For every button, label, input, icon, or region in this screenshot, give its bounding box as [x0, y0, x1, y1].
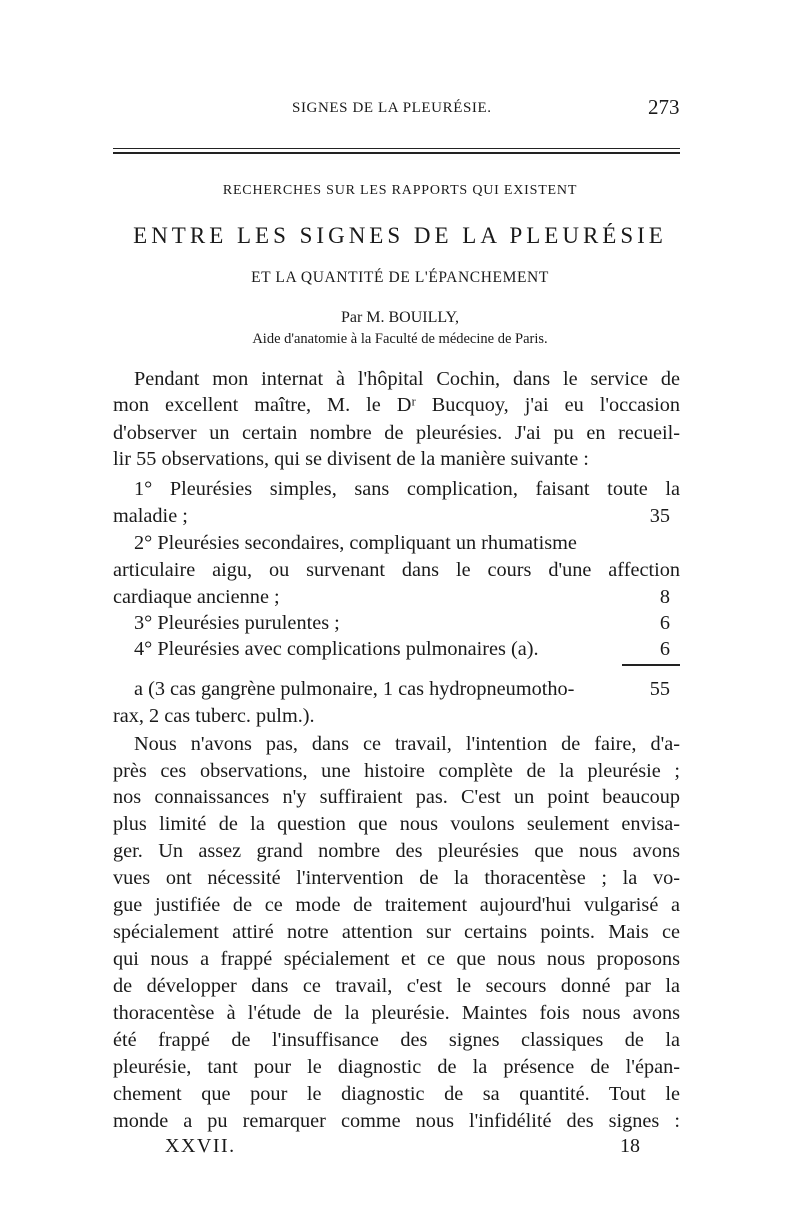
paragraph-line: d'observer un certain nombre de pleurésies. J'ai pu en recueil-	[113, 422, 680, 444]
paragraph-line: pleurésie, tant pour le diagnostic de la présence de l'épan-	[113, 1056, 680, 1078]
list-item-2-line-3: cardiaque ancienne ;	[113, 586, 280, 608]
paragraph-line: chement que pour le diagnostic de sa quantité. Tout le	[113, 1083, 680, 1105]
list-item-3: 3° Pleurésies purulentes ;	[134, 612, 340, 634]
title-line-2: ENTRE LES SIGNES DE LA PLEURÉSIE	[133, 223, 667, 248]
paragraph-line: monde a pu remarquer comme nous l'infidélité des signes :	[113, 1110, 680, 1132]
list-item-4: 4° Pleurésies avec complications pulmonaires (a).	[134, 638, 539, 660]
signature-mark-left: XXVII.	[165, 1135, 236, 1157]
paragraph-line: Pendant mon internat à l'hôpital Cochin, dans le service de	[134, 368, 680, 390]
list-item-1-count: 35	[649, 505, 670, 527]
list-total: 55	[649, 678, 670, 700]
list-item-1-line-1: 1° Pleurésies simples, sans complication, faisant toute la	[134, 478, 680, 500]
list-item-3-count: 6	[659, 612, 670, 634]
page-number: 273	[648, 95, 680, 119]
footnote-a-line-1: a (3 cas gangrène pulmonaire, 1 cas hydropneumotho-	[134, 678, 575, 700]
header-rule-thin	[113, 148, 680, 149]
total-rule	[622, 664, 680, 666]
list-item-1-line-2: maladie ;	[113, 505, 188, 527]
paragraph-line: nos connaissances n'y suffiraient pas. C'est un point beaucoup	[113, 786, 680, 808]
signature-mark-right: 18	[620, 1135, 640, 1157]
list-item-2-count: 8	[659, 586, 670, 608]
list-item-2-line-2: articulaire aigu, ou survenant dans le cours d'une affection	[113, 559, 680, 581]
paragraph-line: Nous n'avons pas, dans ce travail, l'intention de faire, d'a-	[134, 733, 680, 755]
paragraph-line: thoracentèse à l'étude de la pleurésie. Maintes fois nous avons	[113, 1002, 680, 1024]
running-head: SIGNES DE LA PLEURÉSIE.	[292, 100, 492, 116]
footnote-a-line-2: rax, 2 cas tuberc. pulm.).	[113, 705, 315, 727]
paragraph-line: spécialement attiré notre attention sur certains points. Mais ce	[113, 921, 680, 943]
paragraph-line: lir 55 observations, qui se divisent de la manière suivante :	[113, 448, 589, 470]
paragraph-line: vues ont nécessité l'intervention de la thoracentèse ; la vo-	[113, 867, 680, 889]
title-line-3: ET LA QUANTITÉ DE L'ÉPANCHEMENT	[251, 269, 549, 286]
author-line: Par M. BOUILLY,	[340, 309, 460, 326]
list-item-4-count: 6	[659, 638, 670, 660]
author-affiliation: Aide d'anatomie à la Faculté de médecine de Paris.	[252, 331, 548, 347]
paragraph-line: près ces observations, une histoire complète de la pleurésie ;	[113, 760, 680, 782]
title-line-1: RECHERCHES SUR LES RAPPORTS QUI EXISTENT	[222, 183, 578, 198]
paragraph-line: qui nous a frappé spécialement et ce que nous nous proposons	[113, 948, 680, 970]
paragraph-line: plus limité de la question que nous voulons seulement envisa-	[113, 813, 680, 835]
list-item-2-line-1: 2° Pleurésies secondaires, compliquant un rhumatisme	[134, 532, 577, 554]
paragraph-line: mon excellent maître, M. le Dʳ Bucquoy, j'ai eu l'occasion	[113, 394, 680, 416]
header-rule-thick	[113, 152, 680, 154]
paragraph-line: gue justifiée de ce mode de traitement aujourd'hui vulgarisé a	[113, 894, 680, 916]
paragraph-line: de développer dans ce travail, c'est le secours donné par la	[113, 975, 680, 997]
paragraph-line: été frappé de l'insuffisance des signes classiques de la	[113, 1029, 680, 1051]
paragraph-line: ger. Un assez grand nombre des pleurésies que nous avons	[113, 840, 680, 862]
